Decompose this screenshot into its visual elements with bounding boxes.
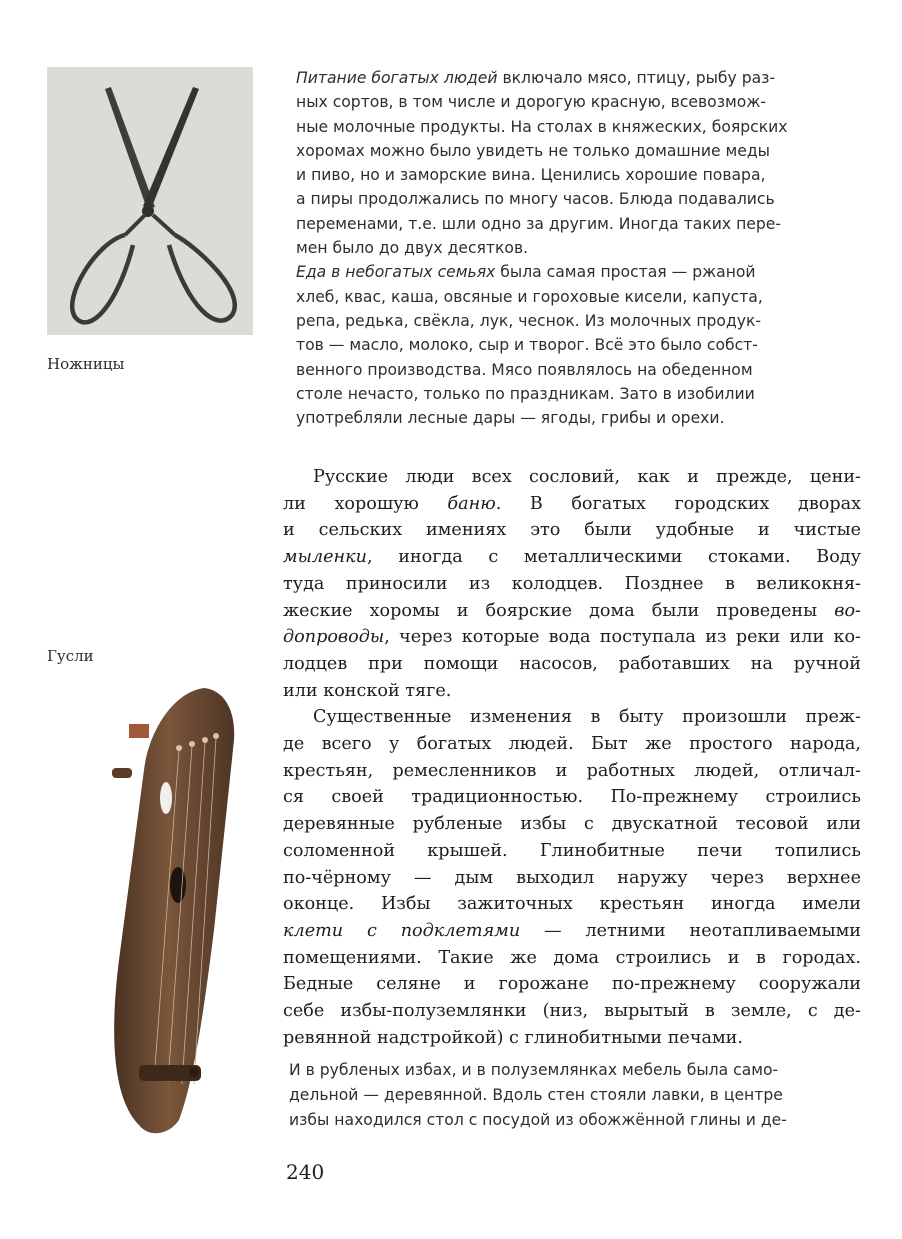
line-text: оконце. Избы зажиточных крестьян иногда имели <box>283 894 861 915</box>
text-line <box>296 115 856 139</box>
line-text: включало мясо, птицу, рыбу раз- <box>497 69 776 87</box>
line-text: тов — масло, молоко, сыр и творог. Всё это было собст- <box>296 336 758 355</box>
line-text: или конской тяге. <box>283 680 452 701</box>
text-line <box>296 90 856 114</box>
poor-food-paragraph <box>296 260 856 430</box>
line-text: жеские хоромы и боярские дома были проведены <box>283 600 835 621</box>
gusli-illustration <box>84 680 274 1140</box>
line-text: ревянной надстройкой) с глинобитными печами. <box>283 1027 743 1048</box>
text-line <box>296 406 856 430</box>
text-line <box>296 260 856 284</box>
line-text: лодцев при помощи насосов, работавших на ручной <box>283 653 861 674</box>
italic-term: во- <box>834 600 861 621</box>
rich-food-paragraph <box>296 66 856 260</box>
text-line: дельной — деревянной. Вдоль стен стояли лавки, в центре <box>289 1085 783 1104</box>
text-line <box>283 998 861 1025</box>
text-line <box>283 945 861 972</box>
italic-term: Питание богатых людей <box>296 69 498 87</box>
text-line <box>296 163 856 187</box>
line-text: переменами, т.е. шли одно за другим. Иногда таких пере- <box>296 214 781 233</box>
text-line <box>283 598 861 625</box>
text-line: избы находился стол с посудой из обожжённой глины и де- <box>289 1110 787 1129</box>
text-line <box>283 811 861 838</box>
line-text: Существенные изменения в быту произошли преж- <box>313 707 861 728</box>
line-text: и сельских имениях это были удобные и чистые <box>283 520 861 541</box>
line-text: де всего у богатых людей. Быт же простого народа, <box>283 734 861 755</box>
text-line <box>283 918 861 945</box>
line-text: соломенной крышей. Глинобитные печи топились <box>283 840 861 861</box>
changes-paragraph <box>283 704 861 1051</box>
line-text: столе нечасто, только по праздникам. Зато в изобилии <box>296 384 755 403</box>
line-text: по-чёрному — дым выходил наружу через верхнее <box>283 867 861 888</box>
food-text <box>296 66 856 430</box>
line-text: , через которые вода поступала из реки или ко- <box>384 627 861 648</box>
text-line <box>283 758 861 785</box>
text-line <box>296 212 856 236</box>
text-line <box>283 784 861 811</box>
italic-term: клети с подклетями <box>283 920 521 941</box>
italic-term: Еда в небогатых семьях <box>296 263 496 282</box>
text-line <box>296 187 856 211</box>
line-text: помещениями. Такие же дома строились и в городах. <box>283 947 861 968</box>
line-text: и пиво, но и заморские вина. Ценились хорошие повара, <box>296 166 766 185</box>
line-text: ных сортов, в том числе и дорогую красную, всевозмож- <box>296 93 766 112</box>
text-line <box>283 624 861 651</box>
text-line <box>296 236 856 260</box>
gusli-photo <box>84 680 274 1140</box>
text-line <box>283 1025 861 1052</box>
text-line <box>283 865 861 892</box>
text-line <box>283 838 861 865</box>
line-text: хлеб, квас, каша, овсяные и гороховые кисели, капуста, <box>296 287 763 306</box>
text-line <box>283 731 861 758</box>
text-line <box>296 382 856 406</box>
italic-term: допроводы <box>283 627 385 648</box>
bath-paragraph <box>283 464 861 704</box>
line-text: мен было до двух десятков. <box>296 239 529 258</box>
text-line <box>283 544 861 571</box>
line-text: , иногда с металлическими стоками. Воду <box>366 547 861 568</box>
line-text: себе избы-полуземлянки (низ, вырытый в земле, с де- <box>283 1001 861 1022</box>
scissors-photo <box>47 67 253 335</box>
line-text: Бедные селяне и горожане по-прежнему сооружали <box>283 974 861 995</box>
line-text: В богатых городских дворах <box>501 493 861 514</box>
line-text: Русские люди всех сословий, как и прежде, цени- <box>313 467 861 487</box>
text-line <box>296 309 856 333</box>
line-text: крестьян, ремесленников и работных людей, отличал- <box>283 760 861 781</box>
line-text: туда приносили из колодцев. Позднее в великокня- <box>283 573 861 594</box>
gusli-caption: Гусли <box>47 647 94 665</box>
line-text: венного производства. Мясо появлялось на обеденном <box>296 360 753 379</box>
scissors-caption: Ножницы <box>47 355 125 373</box>
line-text: ные молочные продукты. На столах в княжеских, боярских <box>296 117 788 136</box>
furniture-paragraph <box>289 1058 849 1132</box>
text-line <box>283 678 861 705</box>
text-line <box>283 971 861 998</box>
line-text: репа, редька, свёкла, лук, чеснок. Из молочных продук- <box>296 311 762 330</box>
line-text: была самая простая — ржаной <box>495 263 756 282</box>
line-text: а пиры продолжались по многу часов. Блюда подавались <box>296 190 775 209</box>
line-text: ся своей традиционностью. По-прежнему строились <box>283 787 861 808</box>
line-text: деревянные рубленые избы с двускатной тесовой или <box>283 814 861 835</box>
text-line <box>283 571 861 598</box>
text-line <box>283 651 861 678</box>
line-text: употребляли лесные дары — ягоды, грибы и орехи. <box>296 409 725 428</box>
text-line <box>296 285 856 309</box>
line-text: хоромах можно было увидеть не только домашние меды <box>296 141 770 160</box>
line-text: ли хорошую <box>283 493 448 514</box>
scissors-illustration <box>47 67 253 335</box>
line-text: — летними неотапливаемыми <box>520 920 861 941</box>
text-line <box>296 358 856 382</box>
text-line: И в рубленых избах, и в полуземлянках мебель была само- <box>289 1061 779 1079</box>
main-text <box>283 464 861 1051</box>
text-line <box>296 66 856 90</box>
text-line <box>283 464 861 491</box>
text-line <box>283 491 861 518</box>
text-line <box>296 333 856 357</box>
text-line <box>296 139 856 163</box>
italic-term: мыленки <box>283 547 367 568</box>
page-number: 240 <box>286 1160 325 1184</box>
text-line <box>283 704 861 731</box>
text-line <box>283 517 861 544</box>
italic-term: баню. <box>447 493 502 514</box>
text-line <box>283 891 861 918</box>
